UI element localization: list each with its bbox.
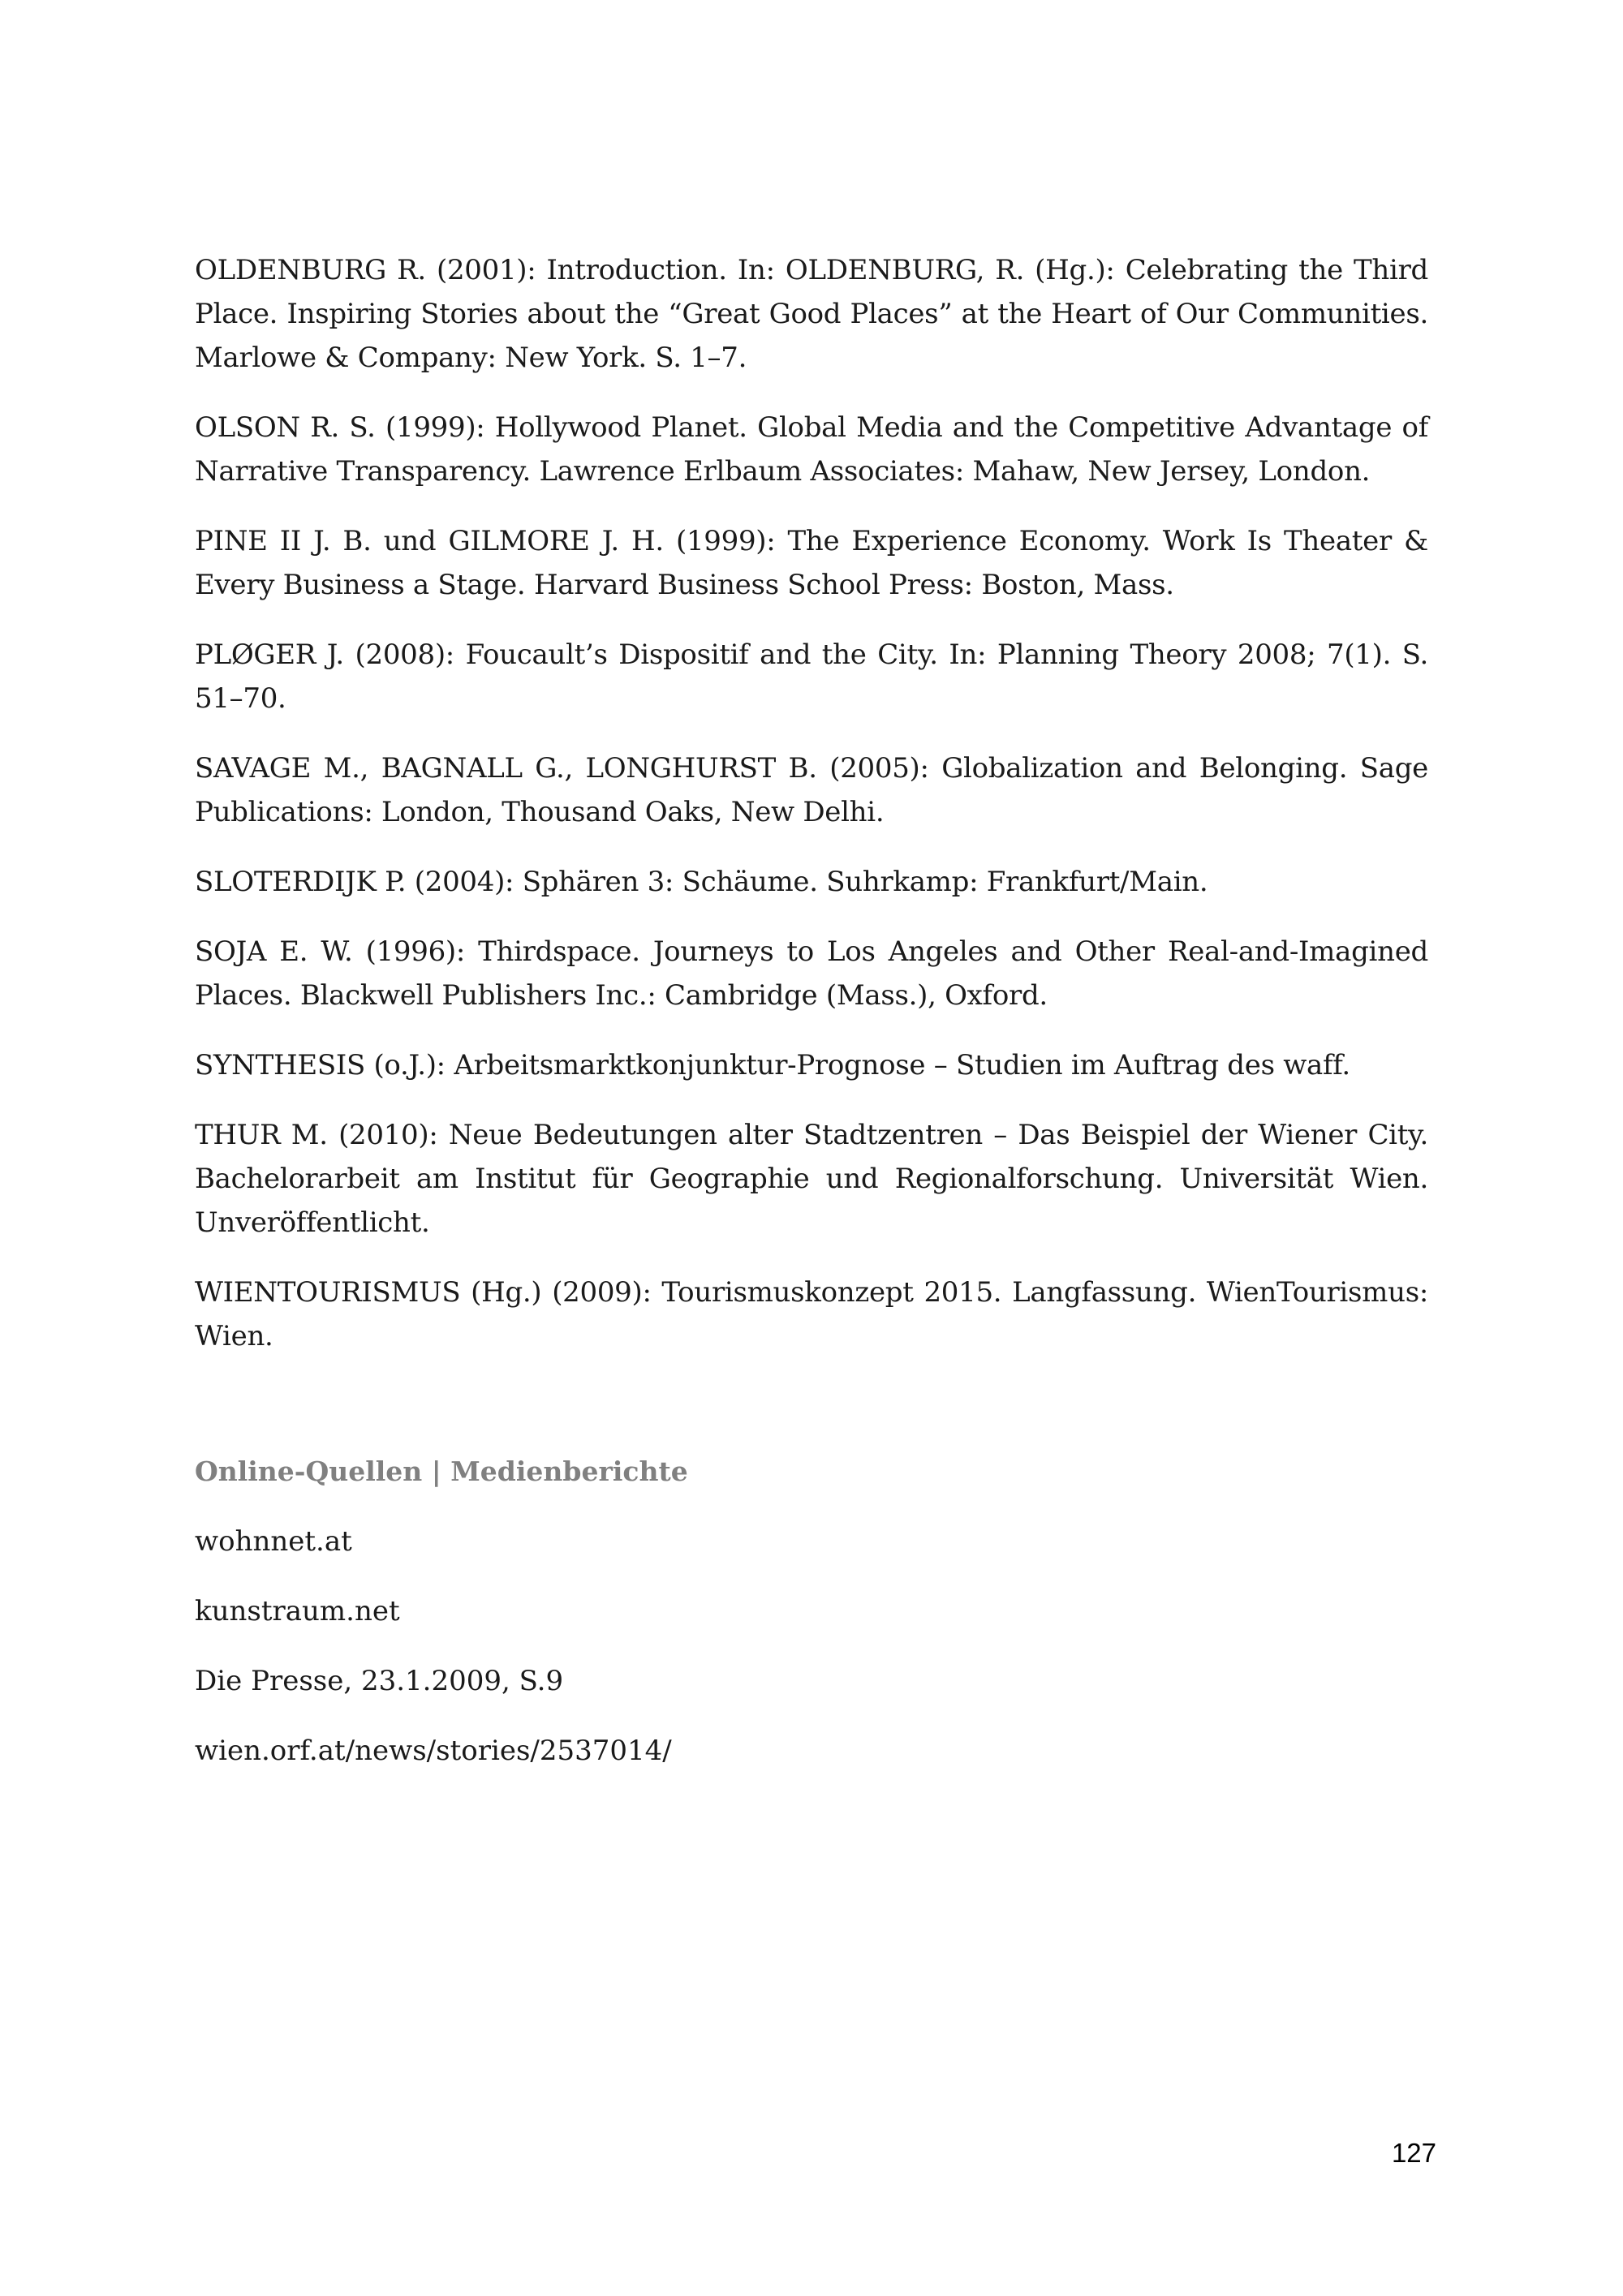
online-source-kunstraum: kunstraum.net — [195, 1595, 400, 1627]
reference-thur: THUR M. (2010): Neue Bedeutungen alter Stadtzentren – Das Beispiel der Wiener City. Bachelorarbeit am Institut für Geographie und Regionalforschung. Universität Wien. Unveröffentlicht. — [195, 1119, 1428, 1239]
reference-oldenburg: OLDENBURG R. (2001): Introduction. In: OLDENBURG, R. (Hg.): Celebrating the Third Place. Inspiring Stories about the “Great Good Places” at the Heart of Our Communities. Marlowe & Company: New York. S. 1–7. — [195, 254, 1428, 374]
reference-pine-gilmore: PINE II J. B. und GILMORE J. H. (1999): The Experience Economy. Work Is Theater & Every Business a Stage. Harvard Business School Press: Boston, Mass. — [195, 525, 1428, 601]
reference-savage: SAVAGE M., BAGNALL G., LONGHURST B. (2005): Globalization and Belonging. Sage Publications: London, Thousand Oaks, New Delhi. — [195, 752, 1428, 828]
reference-ploger: PLØGER J. (2008): Foucault’s Dispositif and the City. In: Planning Theory 2008; 7(1). S. 51–70. — [195, 638, 1428, 715]
reference-wientourismus: WIENTOURISMUS (Hg.) (2009): Tourismuskonzept 2015. Langfassung. WienTourismus: Wien. — [195, 1276, 1428, 1352]
online-sources-heading: Online-Quellen | Medienberichte — [195, 1455, 688, 1487]
reference-olson: OLSON R. S. (1999): Hollywood Planet. Global Media and the Competitive Advantage of Narrative Transparency. Lawrence Erlbaum Associates: Mahaw, New Jersey, London. — [195, 411, 1428, 488]
reference-sloterdijk: SLOTERDIJK P. (2004): Sphären 3: Schäume. Suhrkamp: Frankfurt/Main. — [195, 866, 1208, 898]
bibliography — [195, 248, 1428, 1799]
online-source-wohnnet: wohnnet.at — [195, 1525, 352, 1558]
page-number: 127 — [1391, 2138, 1436, 2168]
reference-soja: SOJA E. W. (1996): Thirdspace. Journeys to Los Angeles and Other Real-and-Imagined Places. Blackwell Publishers Inc.: Cambridge (Mass.), Oxford. — [195, 935, 1428, 1012]
online-source-die-presse: Die Presse, 23.1.2009, S.9 — [195, 1665, 564, 1697]
online-source-wien-orf: wien.orf.at/news/stories/2537014/ — [195, 1735, 672, 1767]
reference-synthesis: SYNTHESIS (o.J.): Arbeitsmarktkonjunktur-Prognose – Studien im Auftrag des waff. — [195, 1049, 1350, 1081]
